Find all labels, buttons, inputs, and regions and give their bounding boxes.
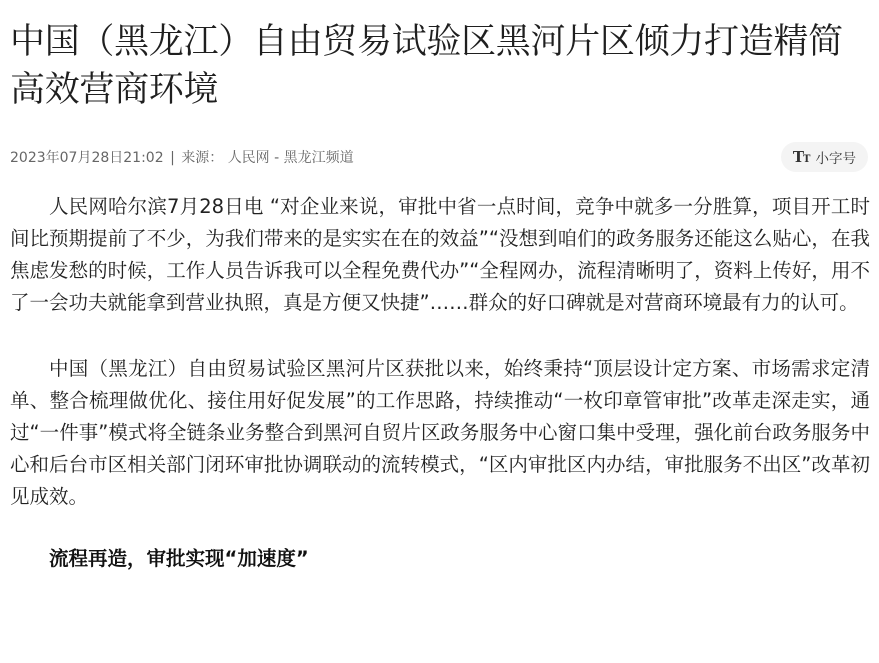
font-size-toggle-button[interactable] (781, 142, 868, 172)
publish-date: 2023年07月28日21:02 (10, 150, 164, 166)
font-size-label: 小字号 (815, 151, 856, 167)
font-size-icon: TT (792, 148, 810, 166)
meta-row (10, 142, 870, 172)
article-paragraph: 人民网哈尔滨7月28日电 “对企业来说，审批中省一点时间，竞争中就多一分胜算，项目开工时间比预期提前了不少，为我们带来的是实实在在的效益”“没想到咱们的政务服务还能这么贴心，在我焦虑发愁的时候，工作人员告诉我可以全程免费代办”“全程网办，流程清晰明了，资料上传好，用不了一会功夫就能拿到营业执照，真是方便又快捷”……群众的好口碑就是对营商环境最有力的认可。 (10, 195, 870, 314)
article-meta (10, 147, 354, 167)
meta-separator: | (170, 150, 175, 166)
source-link[interactable]: 人民网 - 黑龙江频道 (227, 150, 354, 166)
article-title: 中国（黑龙江）自由贸易试验区黑河片区倾力打造精简高效营商环境 (10, 22, 843, 110)
source-label: 来源： (181, 150, 224, 166)
section-subheading: 流程再造，审批实现“加速度” (49, 547, 309, 570)
article (10, 18, 870, 575)
article-paragraph: 中国（黑龙江）自由贸易试验区黑河片区获批以来，始终秉持“顶层设计定方案、市场需求定清单、整合梳理做优化、接住用好促发展”的工作思路，持续推动“一枚印章管审批”改革走深走实，通过“一件事”模式将全链条业务整合到黑河自贸片区政务服务中心窗口集中受理，强化前台政务服务中心和后台市区相关部门闭环审批协调联动的流转模式，“区内审批区内办结，审批服务不出区”改革初见成效。 (10, 357, 870, 508)
